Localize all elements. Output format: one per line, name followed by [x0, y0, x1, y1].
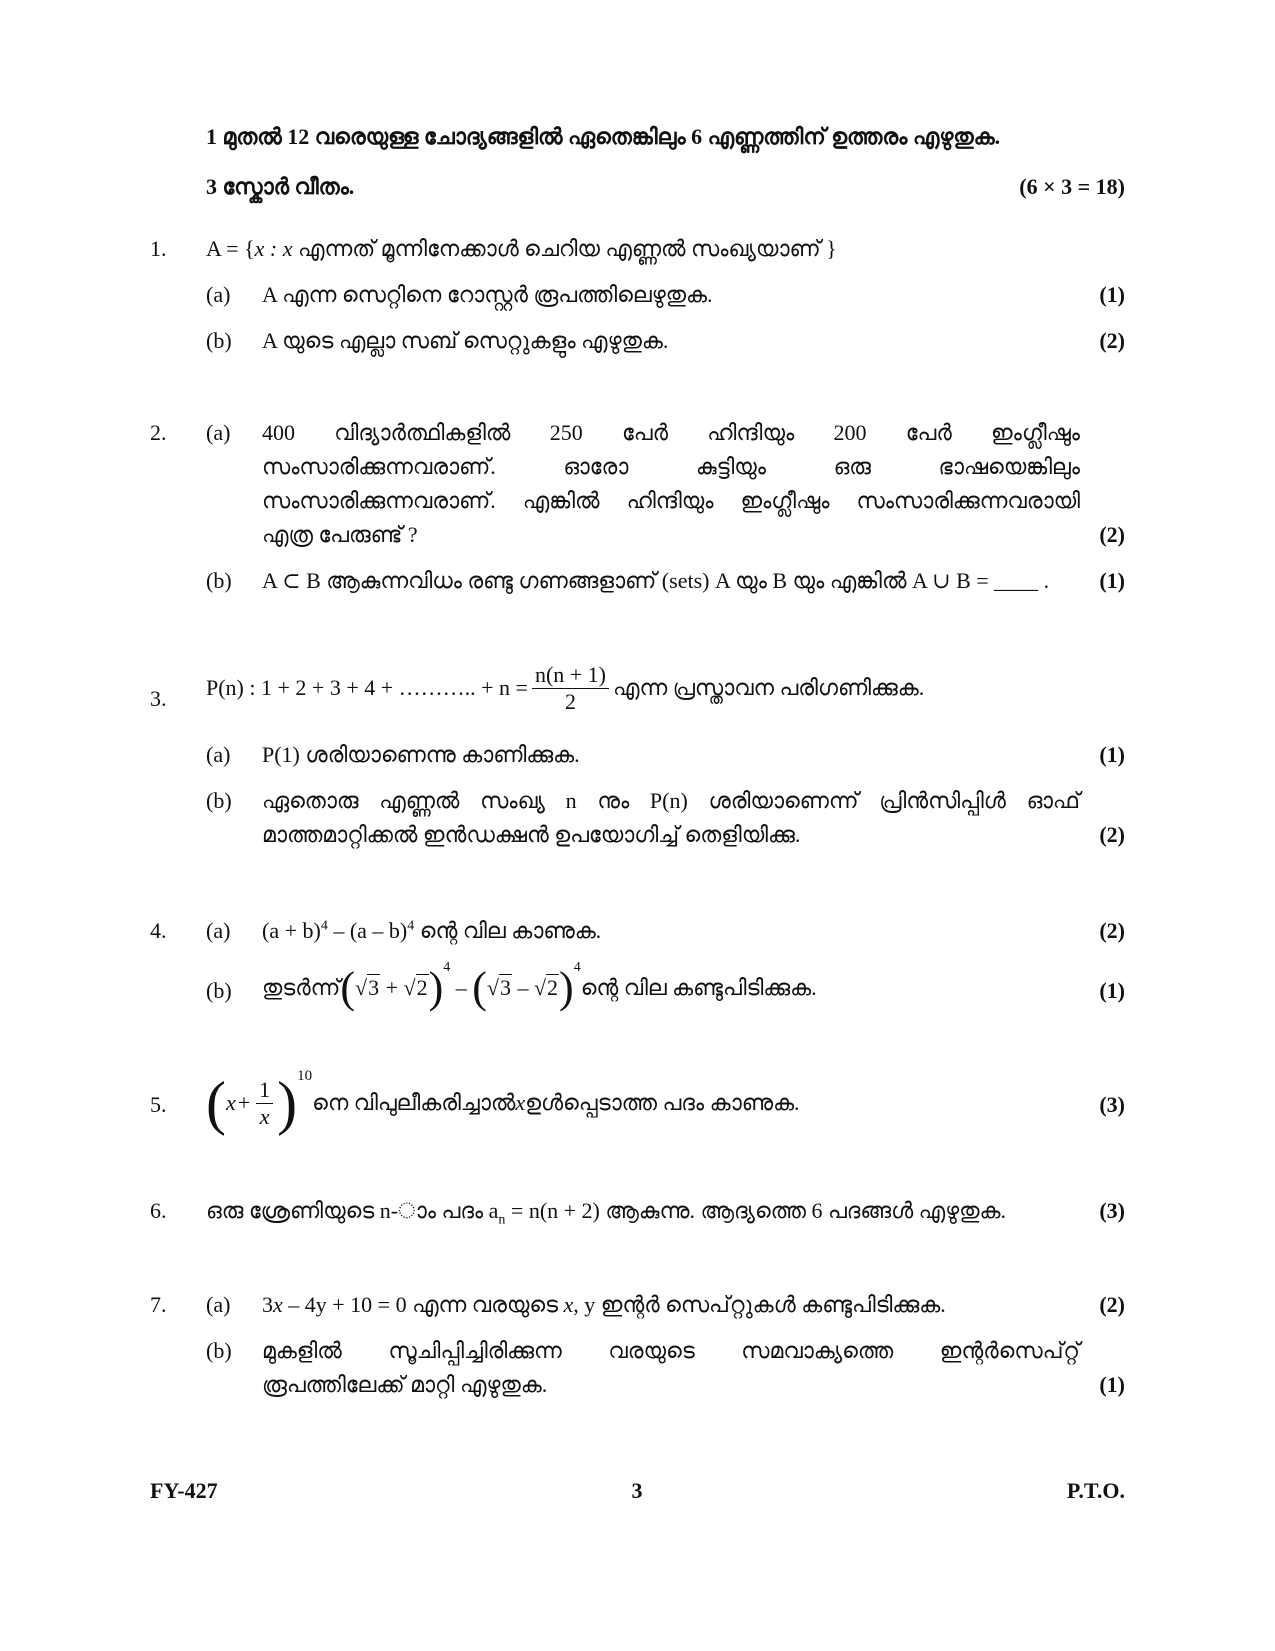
q4-b-close-paren-1: ) [428, 963, 444, 1012]
q4-a-term-1: (a + b) [262, 918, 321, 943]
q4-b-close-paren-2: ) [559, 963, 574, 1012]
question-1-number: 1. [150, 236, 167, 261]
q7-b-mark: (1) [1099, 1372, 1125, 1397]
question-5-stem [206, 1064, 800, 1142]
q2-b-text: A ⊂ B ആകുന്നവിധം രണ്ടു ഗണങ്ങളാണ് (sets) A യും B യും എങ്കിൽ A ∪ B = ____ . [262, 568, 1050, 593]
question-4-number: 4. [150, 918, 167, 943]
q7-a-label: (a) [206, 1292, 231, 1317]
q7-b-label: (b) [206, 1338, 232, 1363]
q4-b-sqrt2-a-val: 2 [416, 975, 428, 1000]
q3-a-mark: (1) [1099, 742, 1125, 767]
q6-mark: (3) [1099, 1198, 1125, 1223]
q4-b-plus: + [380, 975, 404, 1000]
q2-a-line-3: സംസാരിക്കുന്നവരാണ്. എങ്കിൽ ഹിന്ദിയും ഇംഗ്ലീഷും സംസാരിക്കുന്നവരായി [262, 488, 1080, 513]
question-6-number: 6. [150, 1198, 167, 1223]
instruction-line-2: 3 സ്കോർ വീതം. [206, 174, 355, 199]
question-1-stem [206, 236, 837, 262]
footer-pto: P.T.O. [1066, 1478, 1125, 1503]
q1-stem-pre: A = { [206, 236, 255, 261]
q4-b-open-paren-1: ( [340, 963, 355, 1012]
q4-b-sqrt2-a: √2 [403, 975, 428, 1000]
q6-text-2: = n(n + 2) ആകുന്നു. ആദ്യത്തെ 6 പദങ്ങൾ എഴുതുക. [505, 1198, 1006, 1223]
instruction-line-1: 1 മുതൽ 12 വരെയുള്ള ചോദ്യങ്ങളിൽ ഏതെങ്കിലും 6 എണ്ണത്തിന് ഉത്തരം എഴുതുക. [206, 124, 1001, 149]
q5-text-pre: നെ വിപുലീകരിച്ചാൽ [312, 1090, 516, 1115]
question-6-text [206, 1198, 1006, 1228]
q5-open-paren: ( [206, 1070, 226, 1136]
q5-exponent: 10 [297, 1068, 313, 1084]
q4-b-sqrt3-b-val: 3 [499, 975, 511, 1000]
q4-b-sqrt2-b-val: 2 [547, 975, 559, 1000]
question-2-number: 2. [150, 420, 167, 445]
q7-a-text [262, 1292, 946, 1318]
footer-paper-code: FY-427 [150, 1478, 218, 1503]
q5-plus: + [237, 1090, 251, 1115]
q4-b-minus-inner: – [511, 975, 534, 1000]
q2-b-mark: (1) [1099, 568, 1125, 593]
q2-b-label: (b) [206, 568, 232, 593]
q4-b-pre: തുടർന്ന് [262, 975, 341, 1000]
q5-frac-denominator: x [259, 1103, 270, 1129]
q3-b-line-1: ഏതൊരു എണ്ണൽ സംഖ്യ n നും P(n) ശരിയാണെന്ന് പ്രിൻസിപ്പിൾ ഓഫ് [262, 788, 1080, 813]
q1-a-text: A എന്ന സെറ്റിനെ റോസ്റ്റർ രൂപത്തിലെഴുതുക. [262, 282, 713, 307]
q4-b-text: തുടർന്ന് ( √3 + √2 ) 4 – ( √3 – √2 ) 4 ന്റെ വില കണ്ടുപിടിക്കുക. [262, 960, 817, 1012]
footer-page-number: 3 [631, 1478, 643, 1503]
q3-frac-denominator: 2 [564, 688, 576, 714]
q7-a-mark: (2) [1099, 1292, 1125, 1317]
q4-b-mark: (1) [1099, 978, 1125, 1003]
q5-fraction [256, 1077, 273, 1130]
q3-frac-numerator: n(n + 1) [532, 662, 609, 689]
q4-b-sqrt3-a-val: 3 [368, 975, 380, 1000]
question-3-stem [206, 660, 924, 716]
q4-a-term-2: – (a – b) [327, 918, 408, 943]
q5-text-post: ഉൾപ്പെടാത്ത പദം കാണുക. [525, 1090, 800, 1115]
q3-a-text: P(1) ശരിയാണെന്നു കാണിക്കുക. [262, 742, 580, 767]
q4-b-label: (b) [206, 978, 232, 1003]
q4-a-exp-1: 4 [320, 918, 328, 934]
q7-b-line-1: മുകളിൽ സൂചിപ്പിച്ചിരിക്കുന്ന വരയുടെ സമവാക്യത്തെ ഇന്റർസെപ്റ്റ് [262, 1338, 1080, 1363]
q1-b-mark: (2) [1099, 328, 1125, 353]
q3-b-line-2: മാത്തമാറ്റിക്കൽ ഇൻഡക്ഷൻ ഉപയോഗിച്ച് തെളിയിക്കു. [262, 822, 801, 847]
question-3-number: 3. [150, 686, 167, 711]
q6-subscript: n [498, 1212, 506, 1228]
q4-a-text [262, 918, 601, 944]
q4-a-mark: (2) [1099, 918, 1125, 943]
q4-b-sqrt3-b: √3 [486, 975, 511, 1000]
q7-a-t3: , y ഇന്റർ സെപ്റ്റുകൾ കണ്ടുപിടിക്കുക. [573, 1292, 946, 1317]
q4-b-minus: – [450, 975, 473, 1000]
q4-b-open-paren-2: ( [472, 963, 487, 1012]
q4-a-exp-2: 4 [407, 918, 415, 934]
q3-rhs: എന്ന പ്രസ്താവന പരിഗണിക്കുക. [613, 675, 925, 700]
instruction-total-score: (6 × 3 = 18) [1019, 174, 1125, 199]
q2-a-line-2: സംസാരിക്കുന്നവരാണ്. ഓരോ കുട്ടിയും ഒരു ഭാഷയെങ്കിലും [262, 454, 1080, 479]
question-7-number: 7. [150, 1292, 167, 1317]
q4-b-sqrt2-b: √2 [533, 975, 559, 1000]
q1-stem-post: എന്നത് മൂന്നിനേക്കാൾ ചെറിയ എണ്ണൽ സംഖ്യയാണ് } [292, 236, 837, 261]
q1-a-mark: (1) [1099, 282, 1125, 307]
q3-b-mark: (2) [1099, 822, 1125, 847]
q5-text-var: x [515, 1090, 526, 1115]
q2-a-label: (a) [206, 420, 231, 445]
q7-a-x2: x [563, 1292, 574, 1317]
q2-a-mark: (2) [1099, 522, 1125, 547]
q5-frac-numerator: 1 [256, 1077, 273, 1104]
q1-stem-var: x : x [254, 236, 293, 261]
q7-a-x1: x [273, 1292, 283, 1317]
q4-a-term-3: ന്റെ വില കാണുക. [414, 918, 602, 943]
q3-a-label: (a) [206, 742, 231, 767]
q5-close-paren: ) [277, 1070, 298, 1136]
q4-b-sqrt3-a: √3 [354, 975, 380, 1000]
q4-b-post: ന്റെ വില കണ്ടുപിടിക്കുക. [580, 975, 817, 1000]
q1-b-label: (b) [206, 328, 232, 353]
q3-b-label: (b) [206, 788, 232, 813]
q3-lhs: P(n) : 1 + 2 + 3 + 4 + ……….. + n = [206, 675, 528, 700]
q2-a-line-1: 400 വിദ്യാർത്ഥികളിൽ 250 പേർ ഹിന്ദിയും 200 പേർ ഇംഗ്ലീഷും [262, 420, 1080, 445]
q5-mark: (3) [1099, 1092, 1125, 1117]
q7-a-t1: 3 [262, 1292, 273, 1317]
q5-var-x: x [225, 1090, 236, 1115]
q3-fraction [532, 662, 609, 715]
q7-b-line-2: രൂപത്തിലേക്ക് മാറ്റി എഴുതുക. [262, 1372, 548, 1397]
q4-a-label: (a) [206, 918, 231, 943]
q7-a-t2: – 4y + 10 = 0 എന്ന വരയുടെ [282, 1292, 564, 1317]
q1-b-text: A യുടെ എല്ലാ സബ് സെറ്റുകളും എഴുതുക. [262, 328, 669, 353]
q6-text-1: ഒരു ശ്രേണിയുടെ n-ാം പദം a [206, 1198, 499, 1223]
q2-a-line-4: എത്ര പേരുണ്ട് ? [262, 522, 418, 547]
question-5-number: 5. [150, 1092, 167, 1117]
q1-a-label: (a) [206, 282, 231, 307]
